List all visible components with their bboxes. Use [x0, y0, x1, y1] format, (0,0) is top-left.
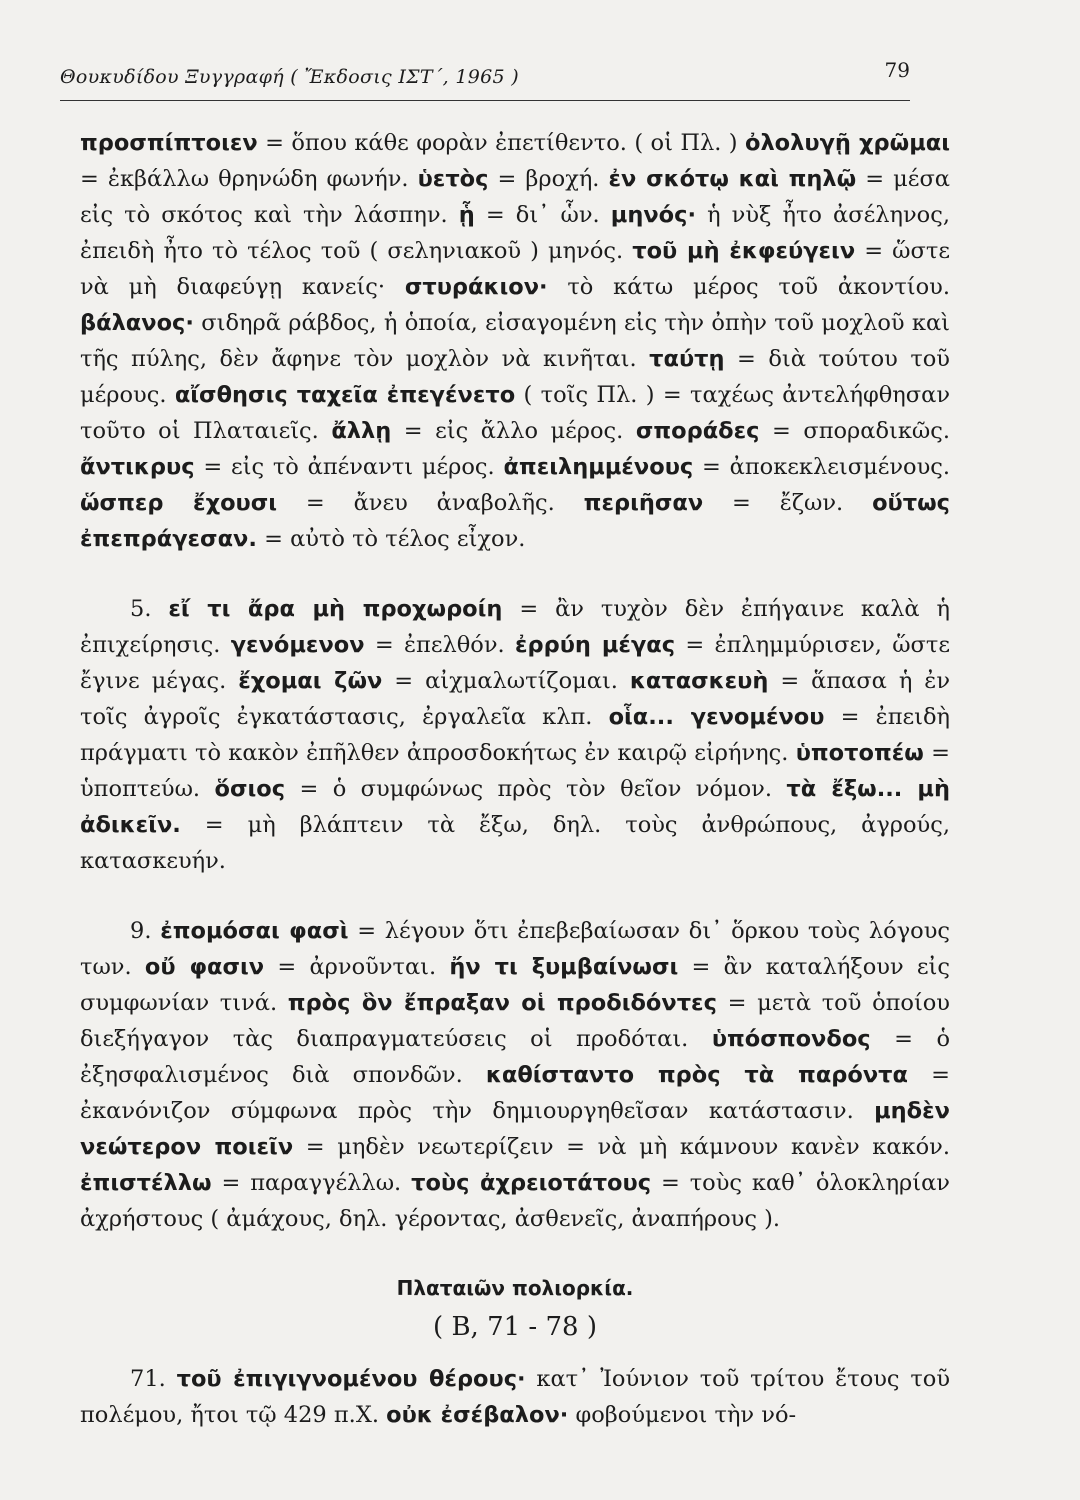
- gloss: = ἐκανόνιζον σύμφωνα πρὸς τὴν δημιουργηθεῖσαν κατάστασιν.: [80, 1062, 950, 1124]
- lemma: μηδὲν νεώτερον ποιεῖν: [80, 1098, 950, 1160]
- gloss: = διὰ τούτου τοῦ μέρους.: [80, 346, 950, 408]
- gloss: = τοὺς καθ᾽ ὁλοκληρίαν ἀχρήστους ( ἀμάχους, δηλ. γέροντας, ἀσθενεῖς, ἀναπήρους ).: [80, 1170, 950, 1232]
- gloss: = βροχή.: [488, 166, 609, 192]
- gloss: ( τοῖς Πλ. ) = ταχέως ἀντελήφθησαν τοῦτο οἱ Πλαταιεῖς.: [80, 382, 950, 444]
- gloss: = σποραδικῶς.: [759, 418, 950, 444]
- lemma: ἔχομαι ζῶν: [238, 668, 383, 694]
- lemma: ἄλλῃ: [331, 418, 392, 444]
- gloss: = αὐτὸ τὸ τέλος εἶχον.: [256, 526, 526, 552]
- lemma: ὑπόσπονδος: [711, 1026, 871, 1052]
- lemma: κατασκευὴ: [629, 668, 769, 694]
- lemma: ἐπομόσαι φασὶ: [160, 918, 349, 944]
- gloss: = ὁ συμφώνως πρὸς τὸν θεῖον νόμον.: [285, 776, 787, 802]
- gloss: = ἐκβάλλω θρηνώδη φωνήν.: [80, 166, 418, 192]
- lemma: γενόμενον: [230, 632, 365, 658]
- lemma: ὀλολυγῇ χρῶμαι: [744, 130, 950, 156]
- gloss: τὸ κάτω μέρος τοῦ ἀκοντίου.: [547, 274, 950, 300]
- lemma: ἄντικρυς: [80, 454, 195, 480]
- gloss: = παραγγέλλω.: [211, 1170, 412, 1196]
- lemma: ᾗ: [458, 202, 475, 228]
- lemma: μηνός·: [610, 202, 697, 228]
- gloss: σιδηρᾶ ράβδος, ἡ ὁποία, εἰσαγομένη εἰς τὴν ὀπὴν τοῦ μοχλοῦ καὶ τῆς πύλης, δὲν ἄφηνε τὸν μοχλὸν νὰ κινῆται.: [80, 310, 950, 372]
- lemma: εἴ τι ἄρα μὴ προχωροίη: [168, 596, 503, 622]
- gloss: = εἰς τὸ ἀπέναντι μέρος.: [194, 454, 504, 480]
- lemma: τοὺς ἀχρειοτάτους: [411, 1170, 652, 1196]
- gloss: = ἂν καταλήξουν εἰς συμφωνίαν τινά.: [80, 954, 950, 1016]
- lemma: ὥσπερ ἔχουσι: [80, 490, 278, 516]
- gloss: = λέγουν ὅτι ἐπεβεβαίωσαν δι᾽ ὅρκου τοὺς λόγους των.: [80, 918, 950, 980]
- commentary-paragraph-9: [80, 913, 950, 1237]
- lemma: ἤν τι ξυμβαίνωσι: [449, 954, 679, 980]
- lemma: τὰ ἔξω... μὴ ἀδικεῖν.: [80, 776, 951, 838]
- gloss: = ἄνευ ἀναβολῆς.: [277, 490, 584, 516]
- lemma: ταύτῃ: [649, 346, 725, 372]
- section-number: 9.: [130, 918, 161, 944]
- gloss: = ὅπου κάθε φορὰν ἐπετίθεντο. ( οἱ Πλ. ): [257, 130, 745, 156]
- gloss: = εἰς ἄλλο μέρος.: [391, 418, 636, 444]
- commentary-paragraph-5: [80, 591, 950, 879]
- lemma: ἐπιστέλλω: [80, 1170, 212, 1196]
- gloss: = μὴ βλάπτειν τὰ ἔξω, δηλ. τοὺς ἀνθρώπους, ἀγρούς, κατασκευήν.: [80, 812, 950, 874]
- section-number: 5.: [130, 596, 169, 622]
- gloss: = μηδὲν νεωτερίζειν = νὰ μὴ κάμνουν κανὲν κακόν.: [293, 1134, 950, 1160]
- gloss: = ὁ ἐξησφαλισμένος διὰ σπονδῶν.: [80, 1026, 951, 1088]
- lemma: ὅσιος: [214, 776, 286, 802]
- gloss: = ἐπειδὴ πράγματι τὸ κακὸν ἐπῆλθεν ἀπροσδοκήτως ἐν καιρῷ εἰρήνης.: [80, 704, 950, 766]
- lemma: αἴσθησις ταχεῖα ἐπεγένετο: [174, 382, 516, 408]
- gloss: = μέσα εἰς τὸ σκότος καὶ τὴν λάσπην.: [80, 166, 950, 228]
- gloss: = ἔζων.: [703, 490, 873, 516]
- lemma: ἀπειλημμένους: [503, 454, 694, 480]
- commentary-paragraph-1: [80, 125, 950, 557]
- gloss: = ἐπελθόν.: [364, 632, 515, 658]
- gloss: = μετὰ τοῦ ὁποίου διεξήγαγον τὰς διαπραγματεύσεις οἱ προδόται.: [80, 990, 950, 1052]
- section-reference: ( Β, 71 - 78 ): [433, 1312, 597, 1342]
- gloss: = αἰχμαλωτίζομαι.: [382, 668, 630, 694]
- page-header: [60, 58, 910, 101]
- lemma: ὑετὸς: [417, 166, 489, 192]
- lemma: σποράδες: [635, 418, 760, 444]
- running-head: Θουκυδίδου Ξυγγραφή ( Ἔκδοσις ΙΣΤ΄, 1965 ): [60, 66, 519, 88]
- lemma: περιῆσαν: [583, 490, 704, 516]
- gloss: φοβούμενοι τὴν νό-: [568, 1402, 797, 1428]
- gloss: = ἐπλημμύρισεν, ὥστε ἔγινε μέγας.: [80, 632, 951, 694]
- lemma: βάλανος·: [80, 310, 194, 336]
- lemma: καθίσταντο πρὸς τὰ παρόντα: [485, 1062, 908, 1088]
- gloss: = ὑποπτεύω.: [80, 740, 950, 802]
- gloss: κατ᾽ Ἰούνιον τοῦ τρίτου ἔτους τοῦ πολέμου, ἤτοι τῷ 429 π.Χ.: [80, 1366, 951, 1428]
- lemma: ἐρρύη μέγας: [514, 632, 676, 658]
- lemma: ὑποτοπέω: [795, 740, 924, 766]
- page-number: 79: [884, 58, 910, 82]
- gloss: = ἀρνοῦνται.: [264, 954, 450, 980]
- lemma: οὕτως ἐπεπράγεσαν.: [80, 490, 950, 552]
- gloss: = ὥστε νὰ μὴ διαφεύγῃ κανείς·: [80, 238, 950, 300]
- lemma: οὐκ ἐσέβαλον·: [386, 1402, 569, 1428]
- gloss: = δι᾽ ὧν.: [474, 202, 611, 228]
- gloss: ἡ νὺξ ἦτο ἀσέληνος, ἐπειδὴ ἦτο τὸ τέλος τοῦ ( σεληνιακοῦ ) μηνός.: [80, 202, 950, 264]
- commentary-paragraph-71: [80, 1361, 950, 1433]
- lemma: τοῦ μὴ ἐκφεύγειν: [632, 238, 856, 264]
- gloss: = ἂν τυχὸν δὲν ἐπήγαινε καλὰ ἡ ἐπιχείρησις.: [80, 596, 950, 658]
- commentary-body: [80, 125, 950, 1433]
- lemma: τοῦ ἐπιγιγνομένου θέρους·: [176, 1366, 526, 1392]
- lemma: ἐν σκότῳ καὶ πηλῷ: [608, 166, 857, 192]
- lemma: προσπίπτοιεν: [80, 130, 258, 156]
- lemma: στυράκιον·: [404, 274, 548, 300]
- section-title: Πλαταιῶν πολιορκία.: [396, 1276, 634, 1300]
- lemma: πρὸς ὃν ἔπραξαν οἱ προδιδόντες: [287, 990, 717, 1016]
- gloss: = ἀποκεκλεισμένους.: [693, 454, 951, 480]
- lemma: οὔ φασιν: [144, 954, 265, 980]
- section-number: 71.: [130, 1366, 177, 1392]
- gloss: = ἅπασα ἡ ἐν τοῖς ἀγροῖς ἐγκατάστασις, ἐργαλεῖα κλπ.: [80, 668, 950, 730]
- lemma: οἷα... γενομένου: [608, 704, 825, 730]
